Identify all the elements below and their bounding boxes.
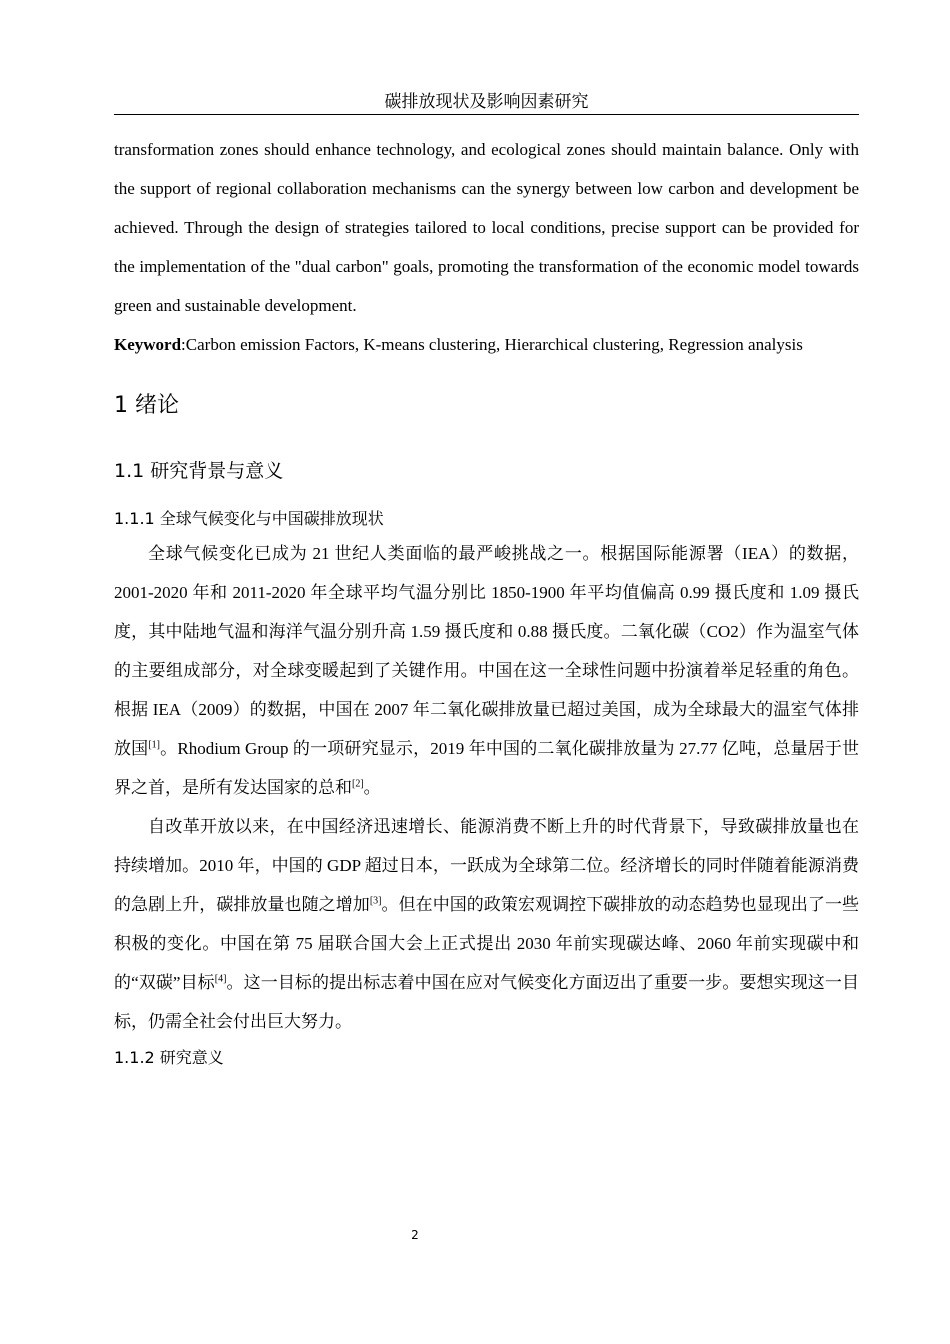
- keyword-label: Keyword: [114, 335, 182, 354]
- abstract-paragraph: transformation zones should enhance technology, and ecological zones should maintain balance. Only with the support of regional collaboration mechanisms can the synergy between low carbon and development be achieved. Through the design of strategies tailored to local conditions, precise support can be provided for the implementation of the "dual carbon" goals, promoting the transformation of the economic model towards green and sustainable development.: [114, 140, 859, 315]
- paragraph-text: 。但在中国的政策宏观调控下碳排放的动态趋势也显现出了一些积极的变化。中国在第 75 届联合国大会上正式提出 2030 年前实现碳达峰、2060 年前实现碳中和的“双碳”目标: [114, 895, 859, 992]
- paragraph-text: 。: [363, 778, 381, 797]
- subsection-heading-2: 1.1.2 研究意义: [114, 1048, 224, 1067]
- keywords-line: [114, 325, 859, 364]
- page-number: 2: [411, 1228, 419, 1242]
- header-title: 碳排放现状及影响因素研究: [384, 92, 589, 111]
- citation-ref-1[interactable]: [1]: [148, 739, 161, 751]
- keyword-separator: :: [181, 335, 186, 354]
- paragraph-text: 自改革开放以来，在中国经济迅速增长、能源消费不断上升的时代背景下，导致碳排放量也在持续增加。2010 年，中国的 GDP 超过日本，一跃成为全球第二位。经济增长的同时伴随着能源消费的急剧上升，碳排放量也随之增加: [114, 817, 859, 914]
- subsection-heading-1: 1.1.1 全球气候变化与中国碳排放现状: [114, 509, 384, 528]
- paragraph-text: 全球气候变化已成为 21 世纪人类面临的最严峻挑战之一。根据国际能源署（IEA）的数据，2001-2020 年和 2011-2020 年全球平均气温分别比 1850-1900 年平均值偏高 0.99 摄氏度和 1.09 摄氏度，其中陆地气温和海洋气温分别升高 1.59 摄氏度和 0.88 摄氏度。二氧化碳（CO2）作为温室气体的主要组成部分，对全球变暖起到了关键作用。中国在这一全球性问题中扮演着举足轻重的角色。根据 IEA（2009）的数据，中国在 2007 年二氧化碳排放量已超过美国，成为全球最大的温室气体排放国: [114, 544, 859, 758]
- section-heading: 1.1 研究背景与意义: [114, 460, 284, 482]
- chapter-heading: 1 绪论: [114, 393, 179, 418]
- page-body: [114, 130, 859, 1073]
- body-paragraph-1: [114, 534, 859, 807]
- keywords-text: Carbon emission Factors, K-means clustering, Hierarchical clustering, Regression analysis: [185, 335, 803, 354]
- paragraph-text: 。Rhodium Group 的一项研究显示，2019 年中国的二氧化碳排放量为 27.77 亿吨，总量居于世界之首，是所有发达国家的总和: [114, 739, 859, 797]
- citation-ref-3[interactable]: [3]: [369, 895, 382, 907]
- body-paragraph-2: [114, 807, 859, 1041]
- citation-ref-2[interactable]: [2]: [352, 778, 364, 790]
- running-header: [114, 90, 859, 115]
- paragraph-text: 。这一目标的提出标志着中国在应对气候变化方面迈出了重要一步。要想实现这一目标，仍需全社会付出巨大努力。: [114, 973, 859, 1031]
- citation-ref-4[interactable]: [4]: [214, 973, 227, 985]
